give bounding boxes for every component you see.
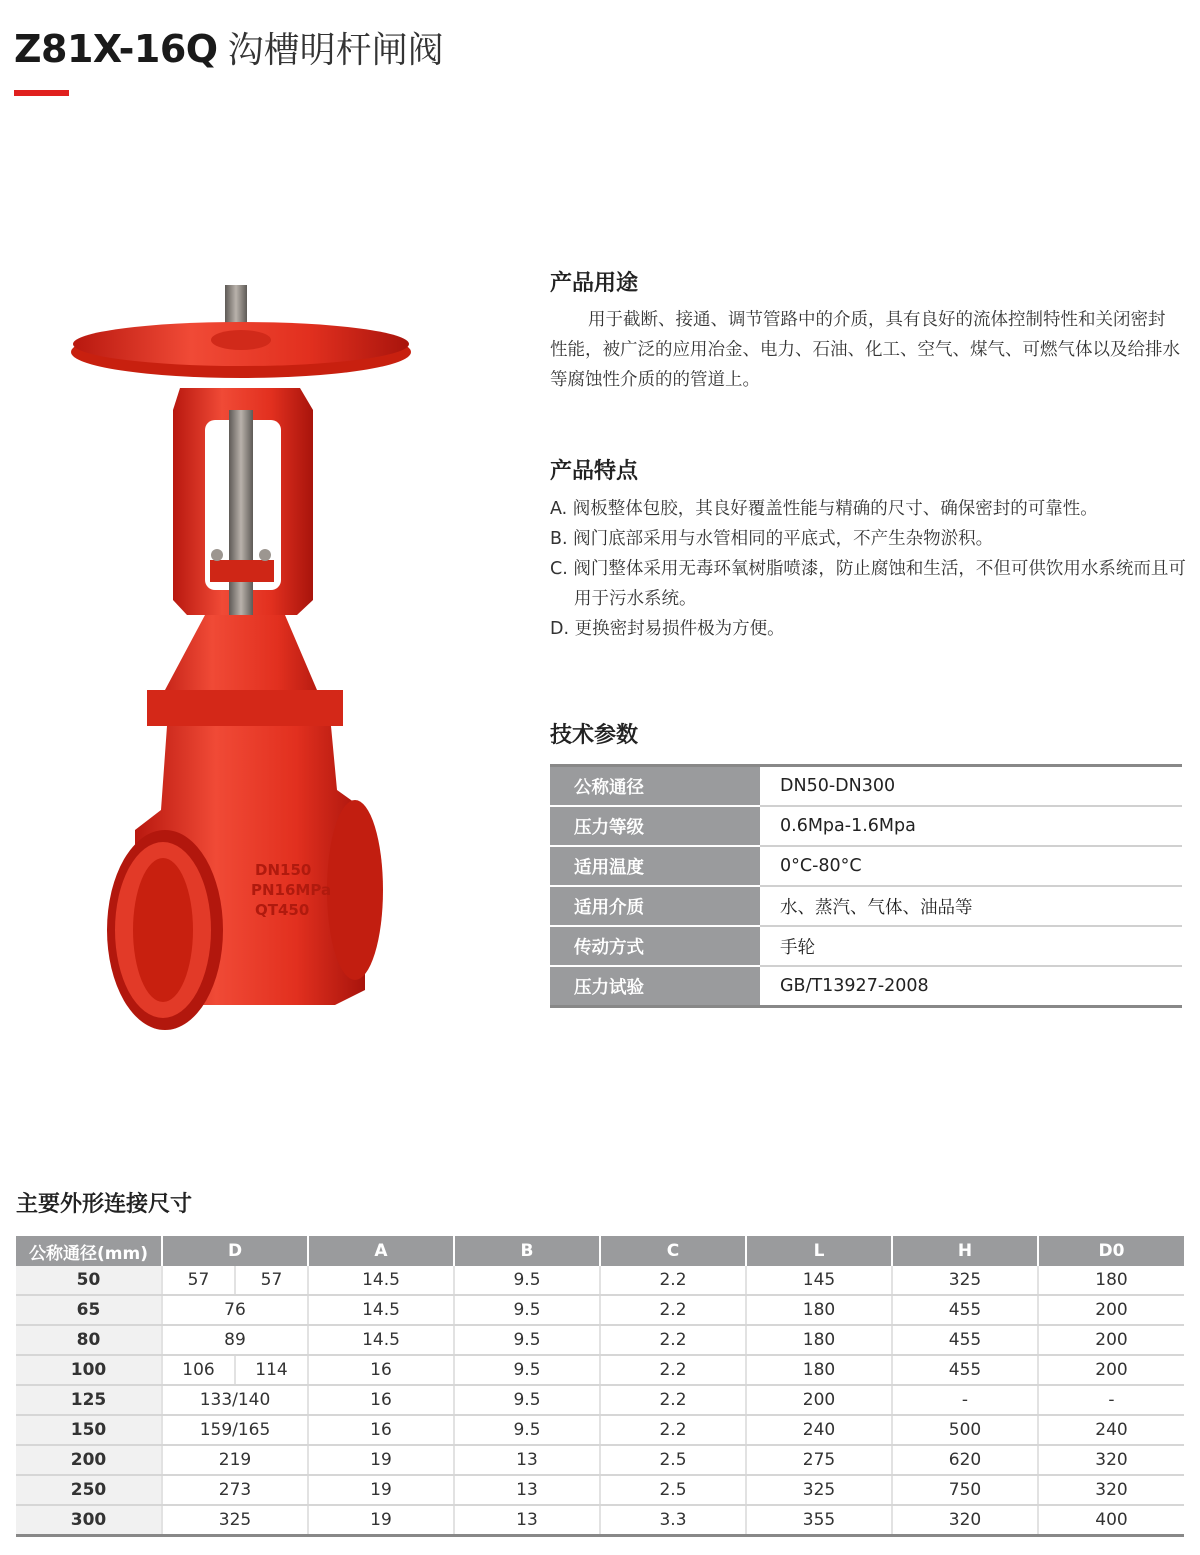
table-cell: 76 <box>162 1295 308 1325</box>
table-cell: 114 <box>235 1355 308 1385</box>
spec-key: 适用介质 <box>550 886 760 926</box>
table-cell: 200 <box>1038 1325 1184 1355</box>
specs-heading: 技术参数 <box>550 723 639 748</box>
table-cell: 125 <box>16 1385 162 1415</box>
model-number: Z81X-16Q <box>14 27 218 71</box>
table-cell: 2.2 <box>600 1266 746 1295</box>
feature-item: C. 阀门整体采用无毒环氧树脂喷漆，防止腐蚀和生活，不但可供饮用水系统而且可用于污水系统。 <box>550 559 1186 609</box>
feature-item: D. 更换密封易损件极为方便。 <box>550 619 785 639</box>
table-cell: 219 <box>162 1445 308 1475</box>
table-cell: 13 <box>454 1475 600 1505</box>
table-cell: 325 <box>162 1505 308 1536</box>
gland-nut <box>259 549 271 561</box>
dimensions-heading: 主要外形连接尺寸 <box>16 1192 193 1217</box>
table-row <box>16 1295 1184 1325</box>
table-cell: 400 <box>1038 1505 1184 1536</box>
threaded-stem <box>229 410 253 620</box>
table-cell: 89 <box>162 1325 308 1355</box>
table-cell: 13 <box>454 1505 600 1536</box>
specs-table <box>550 764 1182 1008</box>
body-mark: QT450 <box>255 901 310 919</box>
table-cell: 100 <box>16 1355 162 1385</box>
table-cell: 9.5 <box>454 1415 600 1445</box>
spec-key: 压力等级 <box>550 806 760 846</box>
table-cell: 325 <box>746 1475 892 1505</box>
dims-header-cell: 公称通径(mm) <box>16 1236 162 1266</box>
table-cell: 65 <box>16 1295 162 1325</box>
table-cell: 3.3 <box>600 1505 746 1536</box>
table-cell: 320 <box>1038 1445 1184 1475</box>
gland-nut <box>211 549 223 561</box>
table-cell: 273 <box>162 1475 308 1505</box>
dims-header-row <box>16 1236 1184 1266</box>
table-cell: 320 <box>1038 1475 1184 1505</box>
spec-key: 公称通径 <box>550 766 760 807</box>
table-cell: 455 <box>892 1325 1038 1355</box>
table-cell: - <box>892 1385 1038 1415</box>
table-cell: 2.5 <box>600 1475 746 1505</box>
table-cell: 200 <box>746 1385 892 1415</box>
usage-heading: 产品用途 <box>550 271 639 296</box>
table-cell: 14.5 <box>308 1325 454 1355</box>
table-cell: 159/165 <box>162 1415 308 1445</box>
table-cell: 133/140 <box>162 1385 308 1415</box>
product-name: 沟槽明杆闸阀 <box>227 30 444 71</box>
features-list <box>550 494 1190 644</box>
feature-item: B. 阀门底部采用与水管相同的平底式，不产生杂物淤积。 <box>550 529 994 549</box>
spec-value: GB/T13927-2008 <box>780 976 929 996</box>
table-row <box>16 1415 1184 1445</box>
table-cell: 455 <box>892 1355 1038 1385</box>
spec-value: 手轮 <box>760 926 1182 966</box>
table-cell: 16 <box>308 1385 454 1415</box>
spec-key: 适用温度 <box>550 846 760 886</box>
table-cell: 500 <box>892 1415 1038 1445</box>
table-cell: 240 <box>746 1415 892 1445</box>
table-cell: 325 <box>892 1266 1038 1295</box>
spec-row <box>550 886 1182 926</box>
table-cell: 320 <box>892 1505 1038 1536</box>
table-cell: 2.5 <box>600 1445 746 1475</box>
table-row <box>16 1505 1184 1536</box>
spec-value: 0.6Mpa-1.6Mpa <box>760 806 1182 846</box>
table-row <box>16 1325 1184 1355</box>
table-cell: 200 <box>1038 1355 1184 1385</box>
table-cell: 14.5 <box>308 1295 454 1325</box>
page-title <box>14 22 444 73</box>
handwheel-hub <box>211 330 271 350</box>
table-cell: 16 <box>308 1355 454 1385</box>
table-cell: 275 <box>746 1445 892 1475</box>
table-cell: 750 <box>892 1475 1038 1505</box>
body-mark: PN16MPa <box>251 881 332 899</box>
table-cell: 19 <box>308 1475 454 1505</box>
table-cell: 200 <box>16 1445 162 1475</box>
dims-header-cell: C <box>600 1236 746 1266</box>
table-cell: 145 <box>746 1266 892 1295</box>
spec-row <box>550 926 1182 966</box>
table-row <box>16 1266 1184 1295</box>
title-accent-bar <box>14 90 69 96</box>
spec-row <box>550 766 1182 807</box>
table-row <box>16 1385 1184 1415</box>
dims-header-cell: H <box>892 1236 1038 1266</box>
table-cell: 620 <box>892 1445 1038 1475</box>
table-cell: 19 <box>308 1505 454 1536</box>
table-cell: 13 <box>454 1445 600 1475</box>
table-cell: 455 <box>892 1295 1038 1325</box>
spec-row <box>550 846 1182 886</box>
table-cell: 2.2 <box>600 1415 746 1445</box>
right-port <box>327 800 383 980</box>
table-cell: 180 <box>746 1325 892 1355</box>
spec-key: 传动方式 <box>550 926 760 966</box>
spec-value: DN50-DN300 <box>760 766 1182 807</box>
table-row <box>16 1445 1184 1475</box>
table-cell: 2.2 <box>600 1295 746 1325</box>
dims-header-cell: A <box>308 1236 454 1266</box>
bonnet-flange <box>147 690 343 726</box>
table-cell: 355 <box>746 1505 892 1536</box>
dims-header-cell: B <box>454 1236 600 1266</box>
table-cell: 80 <box>16 1325 162 1355</box>
table-cell: 2.2 <box>600 1325 746 1355</box>
table-cell: 9.5 <box>454 1295 600 1325</box>
dimensions-table <box>16 1236 1184 1537</box>
table-row <box>16 1355 1184 1385</box>
table-cell: 2.2 <box>600 1355 746 1385</box>
table-row <box>16 1475 1184 1505</box>
spec-row <box>550 966 1182 1007</box>
body-mark: DN150 <box>255 861 312 879</box>
table-cell: 200 <box>1038 1295 1184 1325</box>
table-cell: 9.5 <box>454 1325 600 1355</box>
spec-value: 水、蒸汽、气体、油品等 <box>760 886 1182 926</box>
spec-key: 压力试验 <box>550 966 760 1007</box>
table-cell: 14.5 <box>308 1266 454 1295</box>
table-cell: 19 <box>308 1445 454 1475</box>
valve-product-image <box>55 270 435 1060</box>
table-cell: 57 <box>235 1266 308 1295</box>
left-port-bore <box>133 858 193 1002</box>
table-cell: 9.5 <box>454 1385 600 1415</box>
dims-header-cell: D0 <box>1038 1236 1184 1266</box>
dims-header-cell: L <box>746 1236 892 1266</box>
table-cell: 300 <box>16 1505 162 1536</box>
dims-header-cell: D <box>162 1236 308 1266</box>
feature-item: A. 阀板整体包胶，其良好覆盖性能与精确的尺寸、确保密封的可靠性。 <box>550 499 1098 519</box>
usage-text: 用于截断、接通、调节管路中的介质，具有良好的流体控制特性和关闭密封性能，被广泛的应用冶金、电力、石油、化工、空气、煤气、可燃气体以及给排水等腐蚀性介质的的管道上。 <box>550 310 1180 390</box>
table-cell: 9.5 <box>454 1266 600 1295</box>
table-cell: 2.2 <box>600 1385 746 1415</box>
table-cell: 150 <box>16 1415 162 1445</box>
table-cell: 16 <box>308 1415 454 1445</box>
table-cell: 180 <box>1038 1266 1184 1295</box>
gland <box>210 560 274 582</box>
table-cell: 9.5 <box>454 1355 600 1385</box>
table-cell: 106 <box>162 1355 235 1385</box>
table-cell: 240 <box>1038 1415 1184 1445</box>
table-cell: - <box>1038 1385 1184 1415</box>
features-heading: 产品特点 <box>550 459 639 484</box>
table-cell: 180 <box>746 1295 892 1325</box>
table-cell: 180 <box>746 1355 892 1385</box>
table-cell: 250 <box>16 1475 162 1505</box>
spec-row <box>550 806 1182 846</box>
spec-value: 0°C-80°C <box>760 846 1182 886</box>
table-cell: 57 <box>162 1266 235 1295</box>
table-cell: 50 <box>16 1266 162 1295</box>
